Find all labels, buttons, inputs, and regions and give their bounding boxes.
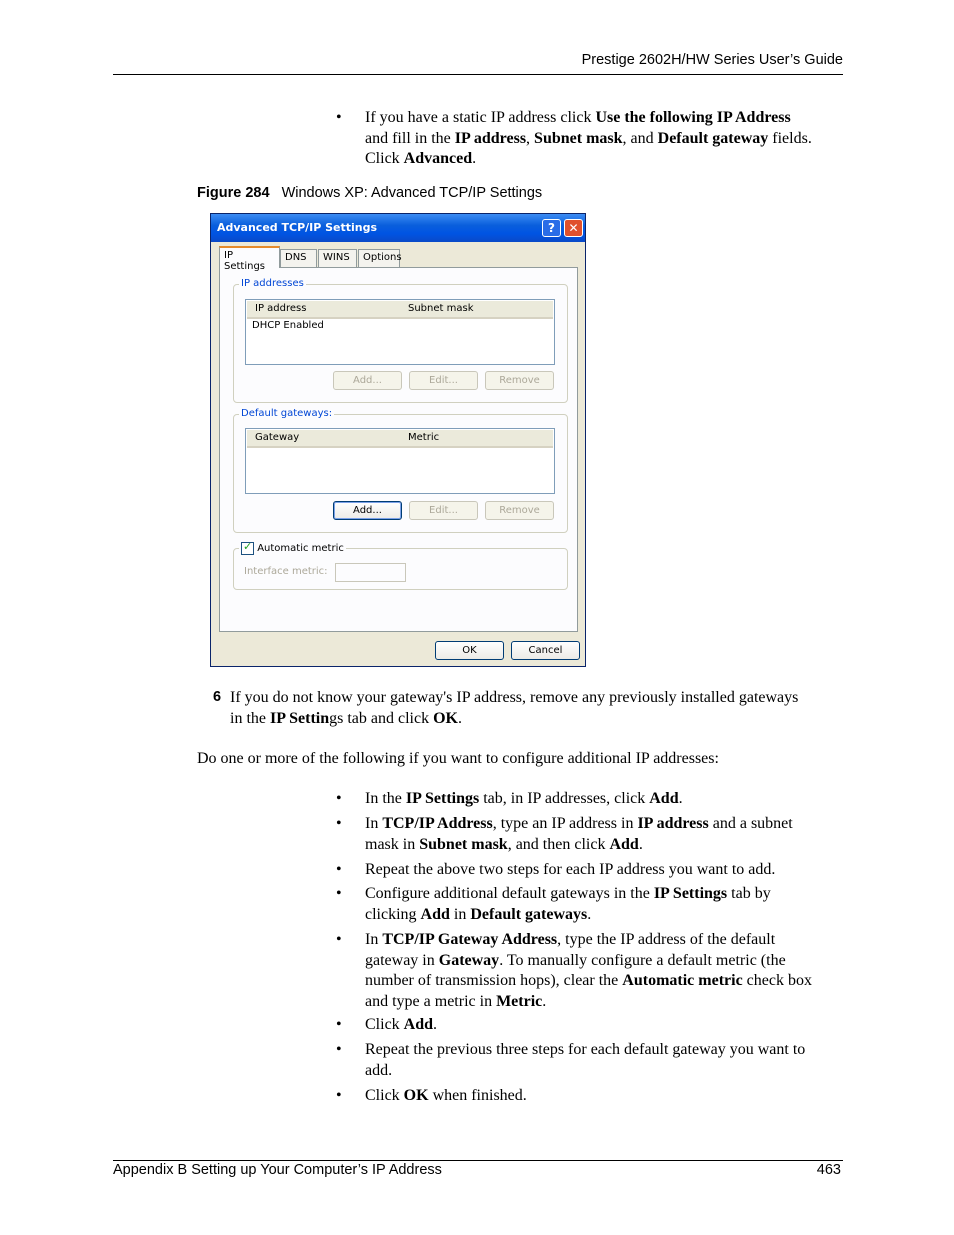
bullet-mark: • — [336, 861, 342, 878]
bullet-2-line-1: In TCP/IP Address, type an IP address in IP address and a subnet — [365, 815, 793, 832]
bullet-4-line-2: clicking Add in Default gateways. — [365, 905, 592, 923]
bullet-5-line-2: gateway in Gateway. To manually configure a default metric (the — [365, 951, 786, 969]
ok-button[interactable]: OK — [435, 641, 504, 660]
automatic-metric-checkbox-row[interactable] — [239, 542, 346, 555]
bold-term: Subnet mask — [534, 129, 623, 147]
footer-title: Appendix B Setting up Your Computer’s IP Address — [113, 1162, 442, 1178]
tab-dns[interactable]: DNS — [280, 249, 317, 267]
list-item — [365, 1040, 845, 1081]
bold-term: Subnet mask — [419, 835, 508, 853]
bullet-mark: • — [336, 1041, 342, 1058]
bullet-mark: • — [336, 815, 342, 832]
bold-term: TCP/IP Address — [382, 815, 493, 832]
tab-options[interactable]: Options — [358, 249, 400, 267]
figure-title: Windows XP: Advanced TCP/IP Settings — [281, 185, 543, 201]
bold-term: Default gateway — [657, 129, 769, 147]
checkmark-icon: ✓ — [243, 540, 253, 553]
bullet-3-line-1: Repeat the above two steps for each IP address you want to add. — [365, 861, 776, 878]
default-gateways-label: Default gateways: — [241, 408, 333, 419]
header-rule — [113, 74, 843, 75]
gateway-list-header — [247, 430, 553, 448]
automatic-metric-label: Automatic metric — [257, 543, 344, 554]
cancel-button[interactable]: Cancel — [511, 641, 580, 660]
figure-caption — [197, 185, 542, 201]
interface-metric-label: Interface metric: — [244, 566, 328, 577]
bold-term: Add — [403, 1016, 434, 1033]
bold-term: IP Settings — [653, 885, 728, 902]
bullet-mark: • — [336, 931, 342, 948]
bold-term: Use the following IP Address — [595, 109, 791, 126]
bullet-2-line-2: mask in Subnet mask, and then click Add. — [365, 835, 643, 853]
bold-term: TCP/IP Gateway Address — [382, 931, 558, 948]
list-item — [365, 884, 845, 925]
intro-line-3: Click Advanced. — [365, 150, 477, 167]
list-item — [365, 1015, 845, 1036]
bold-term: Add — [649, 790, 679, 807]
ip-settings-panel — [219, 267, 578, 632]
col-ip-address[interactable]: IP address — [255, 303, 307, 314]
bold-term: Metric — [496, 992, 543, 1010]
gateway-edit-button[interactable]: Edit... — [409, 501, 478, 520]
running-header: Prestige 2602H/HW Series User’s Guide — [581, 52, 843, 68]
gateway-remove-button[interactable]: Remove — [485, 501, 554, 520]
bullet-mark: • — [336, 1016, 342, 1033]
footer-rule — [113, 1160, 843, 1161]
ip-add-button[interactable]: Add... — [333, 371, 402, 390]
bullet-1-line-1: In the IP Settings tab, in IP addresses, click Add. — [365, 790, 683, 807]
col-metric[interactable]: Metric — [408, 432, 440, 443]
checkbox-icon[interactable] — [241, 542, 254, 555]
intro-line-1: If you have a static IP address click Use the following IP Address — [365, 109, 791, 126]
bullet-5-line-4: and type a metric in Metric. — [365, 992, 547, 1010]
intro-bullet-mark: • — [336, 109, 342, 126]
bold-term: IP Settings — [405, 790, 480, 807]
body-paragraph: Do one or more of the following if you want to configure additional IP addresses: — [197, 750, 719, 767]
bold-term: Add — [609, 835, 639, 853]
step-6-line-1: If you do not know your gateway's IP address, remove any previously installed gateways — [230, 689, 799, 706]
figure-number: Figure 284 — [197, 185, 270, 201]
col-subnet-mask[interactable]: Subnet mask — [408, 303, 474, 314]
bold-term: Advanced — [403, 150, 473, 167]
gateway-add-button[interactable]: Add... — [333, 501, 402, 520]
ip-remove-button[interactable]: Remove — [485, 371, 554, 390]
gateway-list[interactable] — [245, 428, 555, 494]
step-6-text — [230, 688, 850, 729]
bullet-4-line-1: Configure additional default gateways in the IP Settings tab by — [365, 885, 771, 902]
list-item — [365, 789, 845, 810]
bold-term: IP address — [454, 129, 527, 147]
step-number: 6 — [213, 689, 222, 705]
bullet-mark: • — [336, 1087, 342, 1104]
list-item — [365, 1086, 845, 1107]
dialog-titlebar — [211, 214, 585, 242]
bold-term: IP Settin — [270, 709, 330, 727]
intro-bullet-text — [365, 108, 845, 170]
col-gateway[interactable]: Gateway — [255, 432, 300, 443]
bold-term: Automatic metric — [622, 972, 743, 989]
bullet-5-line-1: In TCP/IP Gateway Address, type the IP address of the default — [365, 931, 776, 948]
bold-term: Gateway — [438, 951, 500, 969]
bullet-7-line-2: add. — [365, 1061, 393, 1079]
tab-wins[interactable]: WINS — [318, 249, 357, 267]
advanced-tcpip-dialog — [210, 213, 586, 667]
bold-term: Add — [420, 905, 450, 923]
bold-term: OK — [403, 1087, 429, 1104]
ip-address-list[interactable] — [245, 299, 555, 365]
list-item[interactable]: DHCP Enabled — [252, 320, 324, 331]
bullet-mark: • — [336, 885, 342, 902]
bullet-6-line-1: Click Add. — [365, 1016, 438, 1033]
help-button[interactable]: ? — [542, 219, 561, 237]
bullet-mark: • — [336, 790, 342, 807]
bold-term: Default gateways — [470, 905, 588, 923]
list-item — [365, 814, 845, 855]
ip-list-header — [247, 301, 553, 319]
list-item — [365, 930, 845, 1012]
step-6-line-2: in the IP Settings tab and click OK. — [230, 709, 462, 727]
ip-addresses-label: IP addresses — [241, 278, 304, 289]
bold-term: IP address — [637, 815, 709, 832]
interface-metric-field[interactable] — [335, 563, 406, 582]
dialog-title: Advanced TCP/IP Settings — [217, 221, 378, 234]
bullet-8-line-1: Click OK when finished. — [365, 1087, 527, 1104]
ip-edit-button[interactable]: Edit... — [409, 371, 478, 390]
bold-term: OK — [433, 709, 458, 727]
list-item — [365, 860, 845, 881]
close-button[interactable]: ✕ — [564, 219, 583, 237]
page-number: 463 — [816, 1162, 841, 1178]
bullet-7-line-1: Repeat the previous three steps for each default gateway you want to — [365, 1041, 806, 1058]
tab-ip-settings[interactable]: IP Settings — [219, 246, 280, 268]
bullet-5-line-3: number of transmission hops), clear the Automatic metric check box — [365, 972, 812, 989]
intro-line-2: and fill in the IP address, Subnet mask, and Default gateway fields. — [365, 129, 812, 147]
